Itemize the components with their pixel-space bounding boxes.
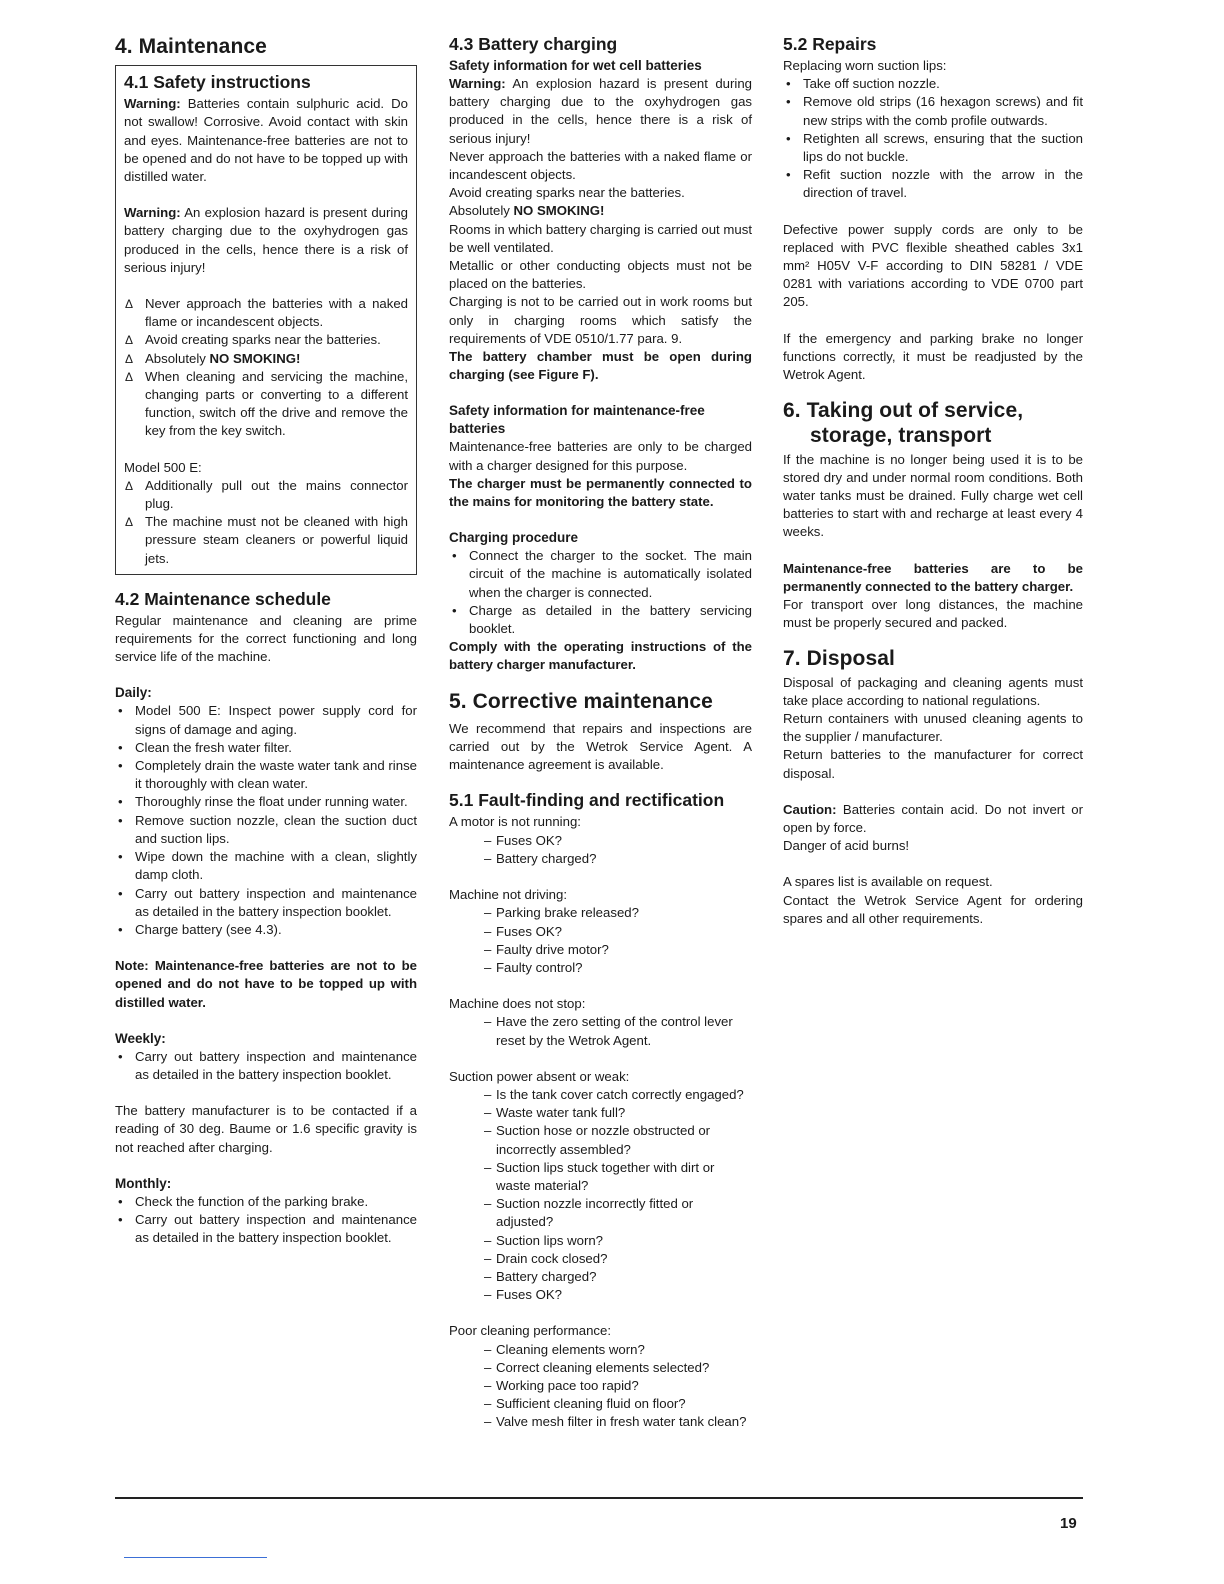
fault-check-item: – Cleaning elements worn? [484,1341,752,1359]
caution-body: Batteries contain acid. Do not invert or open by force. [783,801,1083,836]
column-battery-charging [449,34,752,1432]
battery-manufacturer-note: The battery manufacturer is to be contacted if a reading of 30 deg. Baume or 1.6 specific gravity is not reached after charging. [115,1103,417,1155]
model-label: Model 500 E: [124,459,202,475]
section-title-maintenance: 4. Maintenance [115,35,267,58]
daily-label: Daily: [115,685,152,701]
fault-check-item: – Fuses OK? [484,832,752,850]
warning-label: Warning: [124,96,181,112]
fault-checks [449,1013,752,1049]
column-maintenance [115,34,417,1247]
safety-instructions-box [115,65,417,575]
paragraph: Return containers with unused cleaning agents to the supplier / manufacturer. [783,711,1083,745]
warning-label: Warning: [124,205,181,221]
repairs-list [783,75,1083,202]
wet-warning [449,75,752,148]
heading-fault-finding: 5.1 Fault-finding and rectification [449,790,725,811]
maintenance-free-note: Note: Maintenance-free batteries are not to be opened and do not have to be topped up with distilled water. [115,958,417,1010]
fault-checks [449,904,752,977]
storage-title-line2: storage, transport [810,424,992,448]
fault-check-item: – Correct cleaning elements selected? [484,1359,752,1377]
list-item: • Thoroughly rinse the float under running water. [115,793,417,811]
list-item: Δ When cleaning and servicing the machine, changing parts or converting to a different function, switch off the drive and remove the key from the key switch. [124,368,408,441]
fault-check-item: – Suction hose or nozzle obstructed or incorrectly assembled? [484,1122,752,1158]
paragraph: Rooms in which battery charging is carried out must be well ventilated. [449,221,752,255]
fault-check-item: – Faulty control? [484,959,752,977]
warning-sulphuric-acid [124,95,408,186]
list-item: • Remove old strips (16 hexagon screws) and fit new strips with the comb profile outwards. [783,93,1083,129]
paragraph: Return batteries to the manufacturer for correct disposal. [783,747,1083,781]
list-item: • Check the function of the parking brake. [115,1193,417,1211]
no-smoking-text: NO SMOKING! [209,350,301,366]
list-item: • Model 500 E: Inspect power supply cord for signs of damage and aging. [115,702,417,738]
fault-check-item: – Battery charged? [484,850,752,868]
paragraph [449,202,752,220]
fault-checks [449,832,752,868]
daily-list [115,702,417,939]
fault-check-item: – Sufficient cleaning fluid on floor? [484,1395,752,1413]
fault-label: Machine does not stop: [449,996,586,1012]
list-item: Δ Avoid creating sparks near the batteries. [124,331,408,349]
monthly-label: Monthly: [115,1175,172,1191]
paragraph-text: Absolutely [449,203,510,219]
fault-check-item: – Suction lips worn? [484,1232,752,1250]
charging-procedure-list [449,547,752,638]
weekly-list [115,1048,417,1084]
list-item: • Carry out battery inspection and maintenance as detailed in the battery inspection booklet. [115,1211,417,1247]
list-item: • Remove suction nozzle, clean the suction duct and suction lips. [115,812,417,848]
comply-note: Comply with the operating instructions of the battery charger manufacturer. [449,639,752,673]
paragraph: Disposal of packaging and cleaning agents must take place according to national regulations. [783,674,1083,708]
schedule-intro: Regular maintenance and cleaning are prime requirements for the correct functioning and long service life of the machine. [115,612,417,665]
paragraph: Avoid creating sparks near the batteries. [449,185,685,201]
paragraph: Danger of acid burns! [783,838,910,854]
fault-check-item: – Drain cock closed? [484,1250,752,1268]
paragraph: A spares list is available on request. [783,874,993,890]
list-item: • Carry out battery inspection and maintenance as detailed in the battery inspection booklet. [115,885,417,921]
fault-check-item: – Fuses OK? [484,923,752,941]
fault-check-item: – Battery charged? [484,1268,752,1286]
repairs-intro: Replacing worn suction lips: [783,58,947,73]
paragraph: Metallic or other conducting objects must not be placed on the batteries. [449,258,752,292]
heading-battery-charging: 4.3 Battery charging [449,34,618,54]
list-item: • Take off suction nozzle. [783,75,1083,93]
section-title-disposal: 7. Disposal [783,647,895,671]
storage-bold-note: Maintenance-free batteries are to be permanently connected to the battery charger. [783,560,1083,594]
list-item: • Charge battery (see 4.3). [115,921,417,939]
list-item: • Charge as detailed in the battery servicing booklet. [449,602,752,638]
battery-chamber-note: The battery chamber must be open during charging (see Figure F). [449,349,752,383]
list-item: • Completely drain the waste water tank and rinse it thoroughly with clean water. [115,757,417,793]
caution-text [783,801,1083,837]
footer-blue-line [124,1557,267,1558]
list-item: • Refit suction nozzle with the arrow in the direction of travel. [783,166,1083,202]
fault-check-item: – Is the tank cover catch correctly engaged? [484,1086,752,1104]
fault-check-item: – Valve mesh filter in fresh water tank clean? [484,1413,752,1431]
storage-text: If the machine is no longer being used it is to be stored dry and under normal room conditions. Both water tanks must be drained. Fully charge wet cell batteries to start with and recharge at least every 4 weeks. [783,451,1083,540]
section-title-storage [783,398,1083,448]
footer-divider [115,1497,1083,1499]
page-number: 19 [1060,1515,1077,1532]
fault-check-item: – Waste water tank full? [484,1104,752,1122]
list-item: • Clean the fresh water filter. [115,739,417,757]
warning-text: Batteries contain sulphuric acid. Do not swallow! Corrosive. Avoid contact with skin and eyes. Maintenance-free batteries are not to be opened and do not have to be topped up with distilled water. [124,96,408,184]
list-item: • Retighten all screws, ensuring that the suction lips do not buckle. [783,130,1083,166]
heading-maintenance-free-safety: Safety information for maintenance-free batteries [449,403,705,437]
safety-list [124,295,408,441]
heading-repairs: 5.2 Repairs [783,34,877,54]
warning-explosion [124,204,408,277]
paragraph: Contact the Wetrok Service Agent for ordering spares and all other requirements. [783,892,1083,926]
list-item: • Carry out battery inspection and maintenance as detailed in the battery inspection booklet. [115,1048,417,1084]
weekly-label: Weekly: [115,1030,166,1046]
fault-checks [449,1086,752,1304]
heading-safety-instructions: 4.1 Safety instructions [124,72,311,93]
heading-maintenance-schedule: 4.2 Maintenance schedule [115,588,331,609]
warning-text: An explosion hazard is present during battery charging due to the oxyhydrogen gas produced in the cells, hence there is a risk of serious injury! [449,76,752,146]
fault-group [449,1068,752,1305]
list-item: Δ Never approach the batteries with a naked flame or incandescent objects. [124,295,408,331]
transport-text: For transport over long distances, the machine must be properly secured and packed. [783,597,1083,631]
list-item: • Wipe down the machine with a clean, slightly damp cloth. [115,848,417,884]
list-item: Δ Additionally pull out the mains connector plug. [124,477,408,513]
paragraph: Never approach the batteries with a naked flame or incandescent objects. [449,148,752,183]
fault-list [449,813,752,1431]
list-item-text: Absolutely [145,350,206,366]
fault-check-item: – Working pace too rapid? [484,1377,752,1395]
fault-checks [449,1341,752,1432]
power-cord-text: Defective power supply cords are only to be replaced with PVC flexible sheathed cables 3x1 mm² H05V V-F according to DIN 58281 / VDE 0281 with variations according to VDE 0700 part 205. [783,221,1083,310]
fault-check-item: – Have the zero setting of the control lever reset by the Wetrok Agent. [484,1013,752,1049]
list-item: • Connect the charger to the socket. The main circuit of the machine is automatically isolated when the charger is connected. [449,547,752,602]
caution-label: Caution: [783,801,837,817]
section-title-corrective-maintenance: 5. Corrective maintenance [449,689,713,713]
warning-label: Warning: [449,76,506,91]
fault-check-item: – Suction lips stuck together with dirt or waste material? [484,1159,752,1195]
storage-title-line1: 6. Taking out of service, [783,399,1024,423]
fault-group [449,995,752,1050]
list-item: Δ The machine must not be cleaned with high pressure steam cleaners or powerful liquid jets. [124,513,408,568]
fault-label: Machine not driving: [449,887,568,903]
column-repairs [783,34,1083,928]
paragraph: Charging is not to be carried out in work rooms but only in charging rooms which satisfy the requirements of VDE 0510/1.77 para. 9. [449,294,752,346]
list-item [124,350,408,368]
heading-wet-cell-safety: Safety information for wet cell batteries [449,58,702,73]
fault-check-item: – Faulty drive motor? [484,941,752,959]
charger-connected-note: The charger must be permanently connected to the mains for monitoring the battery state. [449,475,752,510]
fault-label: A motor is not running: [449,814,581,830]
fault-label: Poor cleaning performance: [449,1323,612,1339]
fault-check-item: – Fuses OK? [484,1286,752,1304]
fault-check-item: – Parking brake released? [484,904,752,922]
fault-label: Suction power absent or weak: [449,1068,630,1084]
model-safety-list [124,477,408,568]
fault-check-item: – Suction nozzle incorrectly fitted or adjusted? [484,1195,752,1231]
fault-group [449,886,752,977]
heading-charging-procedure: Charging procedure [449,530,579,546]
corrective-text: We recommend that repairs and inspections are carried out by the Wetrok Service Agent. A maintenance agreement is available. [449,720,752,773]
paragraph: Maintenance-free batteries are only to be charged with a charger designed for this purpose. [449,439,752,473]
fault-group [449,813,752,868]
no-smoking-text: NO SMOKING! [513,203,605,219]
warning-text: An explosion hazard is present during battery charging due to the oxyhydrogen gas produced in the cells, hence there is a risk of serious injury! [124,205,408,275]
parking-brake-text: If the emergency and parking brake no longer functions correctly, it must be readjusted by the Wetrok Agent. [783,330,1083,383]
monthly-list [115,1193,417,1248]
fault-group [449,1322,752,1431]
